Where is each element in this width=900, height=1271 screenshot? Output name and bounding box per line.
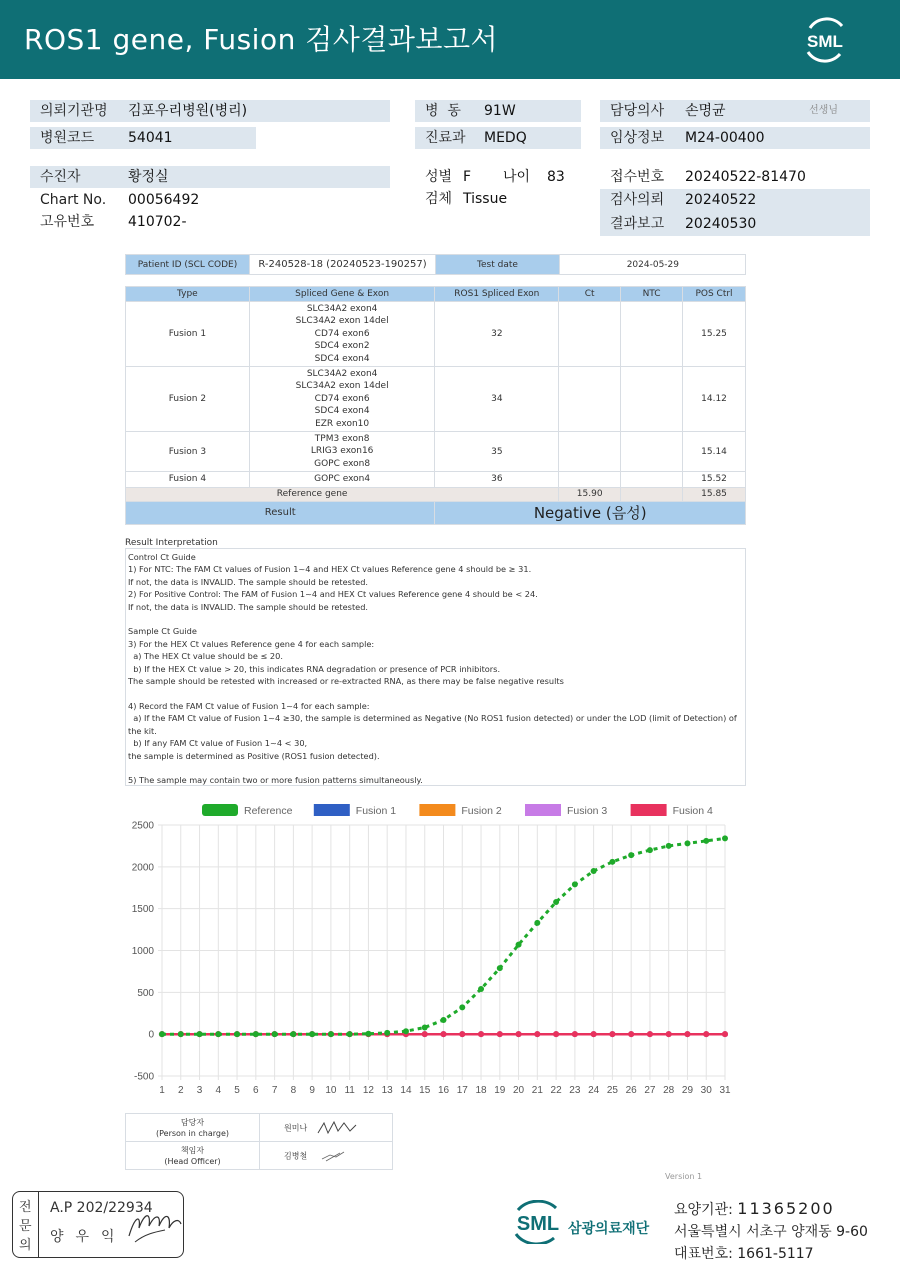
specimen-field: 검체 Tissue [425, 191, 508, 207]
sex-age-field: 성별 F 나이 83 [425, 169, 565, 185]
fusion-row: Fusion 2 SLC34A2 exon4 SLC34A2 exon 14del CD74 exon6 SDC4 exon4 EZR exon10 34 14.12 [126, 367, 746, 432]
x-tick-label: 20 [513, 1085, 525, 1096]
x-tick-label: 10 [325, 1085, 337, 1096]
data-point [684, 840, 690, 846]
x-tick-label: 24 [588, 1085, 600, 1096]
data-point [609, 1031, 615, 1037]
legend-label: Reference [244, 805, 293, 817]
footer-org-name: 삼광의료재단 [568, 1221, 650, 1237]
sml-footer-logo [510, 1200, 566, 1244]
spliced-gene-cell: GOPC exon4 [249, 472, 435, 487]
x-tick-label: 14 [400, 1085, 412, 1096]
x-tick-label: 13 [381, 1085, 393, 1096]
data-point [459, 1031, 465, 1037]
data-point [422, 1031, 428, 1037]
pathologist-stamp: 전 문 의 A.P 202/22934 양우익 [12, 1191, 184, 1258]
data-point [647, 1031, 653, 1037]
data-point [459, 1004, 465, 1010]
x-tick-label: 4 [215, 1085, 222, 1096]
footer-info: 요양기관: 11365200 서울특별시 서초구 양재동 9-60 대표번호: 1661-5117 [674, 1199, 868, 1262]
data-point [178, 1031, 184, 1037]
reference-gene-row: Reference gene 15.90 15.85 [126, 487, 746, 501]
y-tick-label: 2500 [131, 820, 154, 832]
x-tick-label: 11 [344, 1085, 355, 1096]
data-point [478, 986, 484, 992]
chart-no-field: Chart No. 00056492 [40, 192, 200, 208]
x-tick-label: 22 [550, 1085, 562, 1096]
x-tick-label: 5 [234, 1085, 240, 1096]
data-point [553, 1031, 559, 1037]
stamp-license-code: A.P 202/22934 [50, 1200, 153, 1216]
x-tick-label: 27 [644, 1085, 656, 1096]
fusion-row: Fusion 4 GOPC exon4 36 15.52 [126, 472, 746, 487]
legend-swatch [202, 804, 238, 816]
results-header-cell: ROS1 Spliced Exon [435, 287, 559, 302]
result-value: Negative (음성) [435, 501, 746, 524]
department-field: 진료과 MEDQ [415, 127, 581, 149]
footer-address: 서울특별시 서초구 양재동 9-60 [674, 1224, 868, 1240]
unique-id-field: 고유번호 410702- [40, 214, 187, 230]
results-header-cell: Spliced Gene & Exon [249, 287, 435, 302]
sml-logo [800, 14, 850, 64]
legend-label: Fusion 1 [355, 805, 397, 817]
data-point [572, 881, 578, 887]
data-point [197, 1031, 203, 1037]
x-tick-label: 23 [569, 1085, 581, 1096]
data-point [572, 1031, 578, 1037]
x-tick-label: 29 [681, 1085, 694, 1096]
amplification-chart [120, 800, 740, 1100]
patient-field: 수진자 황정실 [30, 166, 390, 188]
y-tick-label: -500 [133, 1071, 154, 1083]
x-tick-label: 31 [719, 1085, 731, 1096]
stamp-name: 양우익 [50, 1229, 127, 1245]
data-point [384, 1030, 390, 1036]
y-tick-label: 2000 [131, 862, 154, 874]
legend-swatch [419, 804, 455, 816]
data-point [591, 1031, 597, 1037]
version-label: Version 1 [665, 1172, 703, 1181]
x-tick-label: 12 [362, 1085, 374, 1096]
results-header-cell: POS Ctrl [683, 287, 746, 302]
institution-code: 11365200 [737, 1199, 835, 1218]
x-tick-label: 30 [700, 1085, 712, 1096]
results-header-cell: Type [126, 287, 250, 302]
report-header [0, 0, 900, 79]
x-tick-label: 16 [437, 1085, 450, 1096]
request-institution-field: 의뢰기관명 김포우리병원(병리) [30, 100, 390, 122]
report-title: ROS1 gene, Fusion 검사결과보고서 [24, 23, 499, 56]
request-report-dates: 검사의뢰 20240522 결과보고 20240530 [600, 189, 870, 236]
patient-id-table: Patient ID (SCL CODE) R-240528-18 (20240523-190257) Test date 2024-05-29 [125, 254, 746, 275]
data-point [628, 1031, 634, 1037]
data-point [403, 1028, 409, 1034]
results-header-cell: Ct [559, 287, 621, 302]
spliced-gene-cell: SLC34A2 exon4 SLC34A2 exon 14del CD74 exon6 SDC4 exon2 SDC4 exon4 [249, 302, 435, 367]
receipt-no-field: 접수번호 20240522-81470 [610, 169, 806, 185]
head-name: 김병철 [284, 1151, 308, 1160]
legend-swatch [525, 804, 561, 816]
data-point [272, 1031, 278, 1037]
data-point [666, 1031, 672, 1037]
x-tick-label: 3 [196, 1085, 203, 1096]
clinical-info-field: 임상정보 M24-00400 [600, 127, 870, 149]
result-row: Result Negative (음성) [126, 501, 746, 524]
data-point [609, 859, 615, 865]
interpretation-text: Control Ct Guide 1) For NTC: The FAM Ct values of Fusion 1~4 and HEX Ct values Reference gene 4 should be ≥ 31. If not, the data is INVALID. The sample should be retested. 2) For Positive Control: The FAM of Fusion 1~4 and HEX Ct values Reference gene 4 should be < 24. If not, the data is INVALID. The sample should be retested. Sample Ct Guide 3) For the HEX Ct values Reference gene 4 for each sample: a) The HEX Ct value should be ≤ 20. b) If the HEX Ct value > 20, this indicates RNA degradation or presence of PCR inhibitors. The sample should be retested with increased or re-extracted RNA, as there may be false negative results 4) Record the FAM Ct value of Fusion 1~4 for each sample: a) If the FAM Ct value of Fusion 1~4 ≥30, the sample is determined as Negative (No ROS1 fusion detected) or under the LOD (limit of Detection) of the kit. b) If any FAM Ct value of Fusion 1~4 < 30, the sample is determined as Positive (ROS1 fusion detected). 5) The sample may contain two or more fusion patterns simultaneously. [125, 548, 746, 786]
data-point [441, 1017, 447, 1023]
legend-swatch [631, 804, 667, 816]
fusion-row: Fusion 3 TPM3 exon8 LRIG3 exon16 GOPC exon8 35 15.14 [126, 432, 746, 472]
data-point [478, 1031, 484, 1037]
data-point [347, 1031, 353, 1037]
x-tick-label: 1 [159, 1085, 165, 1096]
x-tick-label: 9 [309, 1085, 315, 1096]
data-point [497, 965, 503, 971]
x-tick-label: 7 [271, 1085, 278, 1096]
data-point [647, 847, 653, 853]
y-tick-label: 1500 [131, 904, 154, 916]
x-tick-label: 18 [475, 1085, 487, 1096]
data-point [534, 1031, 540, 1037]
x-tick-label: 21 [531, 1085, 543, 1096]
results-header-cell: NTC [621, 287, 683, 302]
x-tick-label: 26 [625, 1085, 637, 1096]
stamp-signature [125, 1206, 183, 1246]
results-table [125, 286, 746, 525]
signoff-table: 담당자 (Person in charge) 원미나 책임자 (Head Officer) 김병철 [125, 1113, 393, 1170]
x-tick-label: 15 [419, 1085, 431, 1096]
legend-label: Fusion 2 [461, 805, 502, 817]
data-point [441, 1031, 447, 1037]
data-point [253, 1031, 259, 1037]
data-point [309, 1031, 315, 1037]
svg-text:SML: SML [516, 1213, 560, 1235]
x-tick-label: 28 [663, 1085, 675, 1096]
x-tick-label: 8 [290, 1085, 297, 1096]
data-point [703, 838, 709, 844]
footer-logo [510, 1200, 650, 1248]
legend-swatch [314, 804, 350, 816]
data-point [666, 843, 672, 849]
x-tick-label: 17 [456, 1085, 468, 1096]
x-tick-label: 25 [606, 1085, 618, 1096]
data-point [497, 1031, 503, 1037]
fusion-row: Fusion 1 SLC34A2 exon4 SLC34A2 exon 14del CD74 exon6 SDC4 exon2 SDC4 exon4 32 15.25 [126, 302, 746, 367]
interpretation-title: Result Interpretation [125, 538, 218, 548]
charge-name: 원미나 [284, 1123, 308, 1132]
data-point [159, 1031, 165, 1037]
spliced-gene-cell: SLC34A2 exon4 SLC34A2 exon 14del CD74 exon6 SDC4 exon4 EZR exon10 [249, 367, 435, 432]
data-point [365, 1031, 371, 1037]
legend-label: Fusion 3 [567, 805, 608, 817]
charge-signature [316, 1119, 360, 1137]
spliced-gene-cell: TPM3 exon8 LRIG3 exon16 GOPC exon8 [249, 432, 435, 472]
x-tick-label: 2 [177, 1085, 184, 1096]
data-point [628, 852, 634, 858]
data-point [328, 1031, 334, 1037]
data-point [591, 868, 597, 874]
y-tick-label: 500 [137, 987, 154, 999]
data-point [553, 899, 559, 905]
doctor-field: 담당의사 손명균 선생님 [600, 100, 870, 122]
hospital-code-field: 병원코드 54041 [30, 127, 256, 149]
y-tick-label: 0 [148, 1029, 154, 1041]
data-point [234, 1031, 240, 1037]
footer-phone: 1661-5117 [737, 1246, 814, 1262]
ward-field: 병 동 91W [415, 100, 581, 122]
data-point [722, 835, 728, 841]
legend-label: Fusion 4 [672, 805, 713, 817]
data-point [290, 1031, 296, 1037]
data-point [215, 1031, 221, 1037]
data-point [684, 1031, 690, 1037]
data-point [422, 1024, 428, 1030]
data-point [722, 1031, 728, 1037]
data-point [534, 920, 540, 926]
data-point [516, 942, 522, 948]
x-tick-label: 6 [253, 1085, 259, 1096]
svg-text:SML: SML [807, 32, 843, 51]
x-tick-label: 19 [494, 1085, 506, 1096]
head-signature [320, 1149, 350, 1163]
data-point [516, 1031, 522, 1037]
data-point [703, 1031, 709, 1037]
y-tick-label: 1000 [131, 946, 154, 957]
